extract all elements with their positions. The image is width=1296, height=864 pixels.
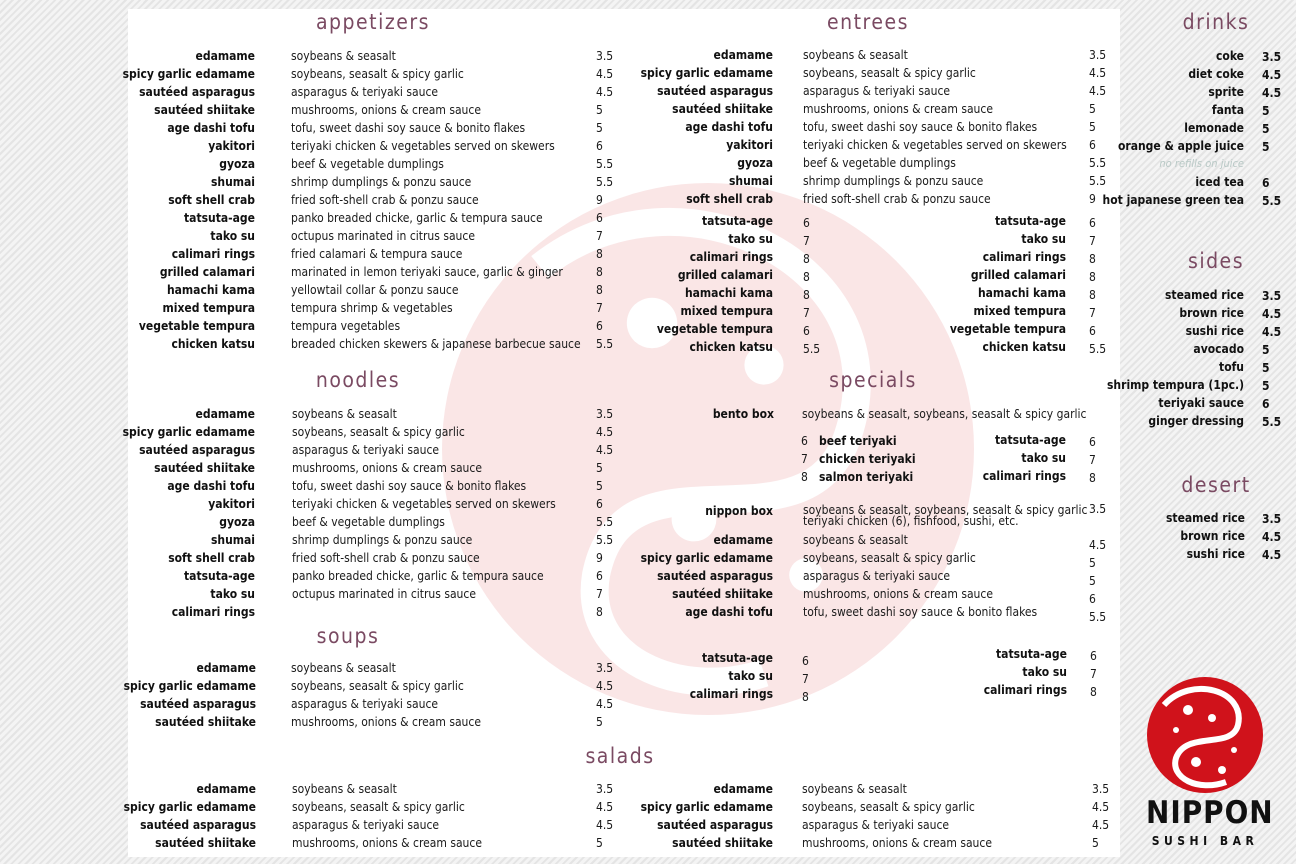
menu-item-price: 5	[1092, 836, 1099, 850]
menu-item-price: 5.5	[596, 515, 614, 529]
menu-item-price: 7	[803, 234, 810, 248]
menu-item-name: sautéed asparagus	[657, 569, 773, 583]
menu-item-description: shrimp dumplings & ponzu sauce	[292, 533, 473, 547]
menu-item-description: soybeans & seasalt	[802, 782, 907, 796]
menu-item-name: sautéed shiitake	[154, 103, 255, 117]
menu-item-price: 8	[802, 690, 809, 704]
menu-item-name: coke	[1216, 49, 1244, 63]
menu-item-price: 3.5	[1262, 289, 1282, 303]
menu-item-name: calimari rings	[689, 687, 773, 701]
menu-item-description: tofu, sweet dashi soy sauce & bonito flakes	[803, 605, 1038, 619]
menu-item-name: tako su	[728, 669, 773, 683]
menu-item-name: sushi rice	[1186, 547, 1245, 561]
menu-item-description: beef & vegetable dumplings	[292, 515, 445, 529]
menu-item-description: fried soft-shell crab & ponzu sauce	[291, 193, 479, 207]
menu-item-name: nippon box	[705, 504, 773, 518]
menu-item-name: soft shell crab	[168, 551, 255, 565]
menu-item-price: 3.5	[1089, 48, 1107, 62]
menu-item-name: calimari rings	[982, 469, 1066, 483]
menu-item-description: asparagus & teriyaki sauce	[291, 85, 439, 99]
menu-item-name: chicken katsu	[689, 340, 773, 354]
menu-item-price: 5	[596, 479, 603, 493]
menu-item-description: fried soft-shell crab & ponzu sauce	[292, 551, 480, 565]
menu-item-description: mushrooms, onions & cream sauce	[803, 587, 993, 601]
menu-item-name: sautéed asparagus	[140, 697, 256, 711]
menu-item-description: beef & vegetable dumplings	[803, 156, 956, 170]
menu-item-price: 3.5	[1262, 512, 1282, 526]
menu-item-name: chicken katsu	[982, 340, 1066, 354]
menu-item-name: hamachi kama	[684, 286, 773, 300]
koi-logo-icon	[1146, 670, 1264, 800]
menu-item-name: spicy garlic edamame	[122, 67, 255, 81]
menu-item-name: mixed tempura	[973, 304, 1066, 318]
menu-item-name: spicy garlic edamame	[123, 679, 256, 693]
menu-item-description: panko breaded chicke, garlic & tempura sauce	[292, 569, 544, 583]
menu-item-price: 6	[803, 216, 810, 230]
menu-item-price: 5	[1089, 574, 1096, 588]
menu-item-price: 8	[803, 270, 810, 284]
menu-item-name: brown rice	[1180, 529, 1245, 543]
menu-item-price: 5	[1089, 556, 1096, 570]
section-title-salads: salads	[585, 744, 655, 768]
menu-item-name: brown rice	[1179, 306, 1244, 320]
menu-item-price: 5.5	[803, 342, 821, 356]
menu-item-name: sautéed asparagus	[657, 84, 773, 98]
menu-item-name: edamame	[713, 533, 773, 547]
menu-item-description: tofu, sweet dashi soy sauce & bonito flakes	[291, 121, 526, 135]
menu-item-description: soybeans, seasalt & spicy garlic	[802, 800, 975, 814]
section-title-sides: sides	[1187, 249, 1245, 273]
menu-item-price: 5	[1262, 140, 1270, 154]
menu-item-name: bento box	[712, 407, 774, 421]
menu-item-name: tatsuta-age	[184, 211, 255, 225]
menu-item-price: 4.5	[596, 67, 614, 81]
menu-item-price: 5	[1089, 120, 1096, 134]
menu-item-price: 3.5	[596, 49, 614, 63]
menu-item-price: 5	[1089, 102, 1096, 116]
menu-item-price: 4.5	[1262, 530, 1282, 544]
menu-item-description: octupus marinated in citrus sauce	[291, 229, 475, 243]
menu-item-name: tatsuta-age	[995, 433, 1066, 447]
menu-item-price: 5	[596, 836, 603, 850]
section-title-entrees: entrees	[827, 10, 909, 34]
menu-item-price: 8	[1089, 288, 1096, 302]
menu-item-description: soybeans & seasalt	[803, 533, 908, 547]
menu-item-price: 9	[596, 193, 603, 207]
menu-item-description: asparagus & teriyaki sauce	[292, 443, 440, 457]
menu-item-description: asparagus & teriyaki sauce	[291, 697, 439, 711]
menu-item-price: 8	[596, 247, 603, 261]
menu-item-description: soybeans & seasalt	[803, 48, 908, 62]
menu-item-price: 3.5	[1089, 502, 1107, 516]
menu-item-name: diet coke	[1188, 67, 1244, 81]
menu-item-description: soybeans & seasalt	[292, 782, 397, 796]
menu-item-description: teriyaki chicken (6), fishfood, sushi, etc.	[803, 514, 1019, 528]
menu-item-price: 8	[803, 288, 810, 302]
menu-item-name: salmon teriyaki	[819, 470, 914, 484]
menu-item-name: spicy garlic edamame	[122, 425, 255, 439]
menu-item-name: age dashi tofu	[685, 605, 773, 619]
menu-item-price: 4.5	[596, 818, 614, 832]
menu-item-price: 6	[803, 324, 810, 338]
menu-item-price: 5	[596, 103, 603, 117]
menu-item-name: tofu	[1219, 360, 1244, 374]
menu-item-description: teriyaki chicken & vegetables served on skewers	[291, 139, 555, 153]
menu-item-name: shumai	[210, 533, 255, 547]
menu-item-name: edamame	[196, 782, 256, 796]
menu-item-name: chicken teriyaki	[819, 452, 916, 466]
menu-item-description: soybeans & seasalt	[292, 407, 397, 421]
menu-item-price: 6	[1089, 138, 1096, 152]
menu-item-price: 5.5	[1089, 342, 1107, 356]
menu-item-price: 3.5	[1262, 50, 1282, 64]
menu-item-price: 5	[1262, 104, 1270, 118]
menu-item-name: soft shell crab	[168, 193, 255, 207]
menu-item-price: 5	[596, 715, 603, 729]
menu-item-name: edamame	[713, 782, 773, 796]
menu-item-name: grilled calamari	[970, 268, 1066, 282]
menu-item-description: tempura shrimp & vegetables	[291, 301, 453, 315]
menu-item-name: sautéed asparagus	[139, 85, 255, 99]
menu-item-price: 5.5	[1089, 156, 1107, 170]
menu-item-description: mushrooms, onions & cream sauce	[292, 461, 482, 475]
menu-item-name: hamachi kama	[166, 283, 255, 297]
menu-item-price: 4.5	[596, 425, 614, 439]
menu-item-price: 4.5	[1089, 538, 1107, 552]
brand-name: NIPPON	[1146, 795, 1274, 831]
menu-item-price: 6	[1090, 649, 1097, 663]
menu-item-price: 8	[803, 252, 810, 266]
section-title-noodles: noodles	[315, 368, 401, 392]
menu-item-price: 6	[1089, 592, 1096, 606]
menu-item-price: 4.5	[596, 679, 614, 693]
menu-item-description: soybeans & seasalt	[291, 49, 396, 63]
menu-item-description: soybeans, seasalt & spicy garlic	[291, 679, 464, 693]
menu-item-price: 7	[803, 306, 810, 320]
menu-item-name: grilled calamari	[677, 268, 773, 282]
menu-item-name: tako su	[1021, 451, 1066, 465]
menu-item-price: 5	[596, 121, 603, 135]
menu-item-name: age dashi tofu	[685, 120, 773, 134]
menu-item-price: 7	[596, 229, 603, 243]
menu-item-price: 7	[1089, 234, 1096, 248]
menu-item-name: ginger dressing	[1148, 414, 1244, 428]
menu-item-price: 5	[1262, 361, 1270, 375]
menu-item-price: 3.5	[596, 661, 614, 675]
menu-item-name: edamame	[713, 48, 773, 62]
menu-item-name: tatsuta-age	[996, 647, 1067, 661]
menu-item-price: 3.5	[596, 782, 614, 796]
menu-item-name: tako su	[1021, 232, 1066, 246]
menu-item-name: hamachi kama	[977, 286, 1066, 300]
menu-item-name: orange & apple juice	[1117, 139, 1244, 153]
menu-item-price: 4.5	[1262, 325, 1282, 339]
menu-item-description: mushrooms, onions & cream sauce	[802, 836, 992, 850]
menu-item-name: steamed rice	[1165, 511, 1245, 525]
menu-item-price: 7	[1089, 306, 1096, 320]
menu-item-name: yakitori	[208, 139, 255, 153]
menu-item-description: soybeans, seasalt & spicy garlic	[292, 425, 465, 439]
menu-item-description: soybeans, seasalt & spicy garlic	[803, 66, 976, 80]
menu-item-description: tofu, sweet dashi soy sauce & bonito flakes	[292, 479, 527, 493]
menu-item-name: shumai	[728, 174, 773, 188]
menu-item-description: soybeans & seasalt, soybeans, seasalt & spicy garlic	[802, 407, 1087, 421]
menu-item-name: sautéed shiitake	[672, 587, 773, 601]
menu-item-name: gyoza	[219, 515, 255, 529]
menu-item-name: vegetable tempura	[138, 319, 255, 333]
menu-item-description: octupus marinated in citrus sauce	[292, 587, 476, 601]
menu-item-description: mushrooms, onions & cream sauce	[292, 836, 482, 850]
menu-item-price: 5	[1262, 343, 1270, 357]
menu-item-price: 5.5	[596, 337, 614, 351]
menu-item-price: 5.5	[1262, 194, 1282, 208]
menu-item-name: beef teriyaki	[819, 434, 897, 448]
menu-item-price: 7	[596, 587, 603, 601]
menu-item-name: shrimp tempura (1pc.)	[1107, 378, 1244, 392]
menu-item-price: 4.5	[1092, 818, 1110, 832]
menu-item-description: soybeans, seasalt & spicy garlic	[292, 800, 465, 814]
menu-item-description: mushrooms, onions & cream sauce	[803, 102, 993, 116]
menu-item-name: steamed rice	[1164, 288, 1244, 302]
menu-item-description: mushrooms, onions & cream sauce	[291, 715, 481, 729]
menu-item-description: teriyaki chicken & vegetables served on skewers	[803, 138, 1067, 152]
menu-item-description: breaded chicken skewers & japanese barbecue sauce	[291, 337, 581, 351]
menu-item-description: beef & vegetable dumplings	[291, 157, 444, 171]
menu-item-price: 7	[1090, 667, 1097, 681]
section-title-appetizers: appetizers	[315, 10, 430, 34]
menu-item-price: 9	[596, 551, 603, 565]
menu-item-name: iced tea	[1195, 175, 1244, 189]
menu-item-name: calimari rings	[689, 250, 773, 264]
menu-item-name: tako su	[728, 232, 773, 246]
section-title-desert: desert	[1181, 473, 1251, 497]
menu-item-name: vegetable tempura	[949, 322, 1066, 336]
menu-item-price: 8	[596, 265, 603, 279]
menu-item-name: calimari rings	[171, 605, 255, 619]
menu-item-price: 6	[801, 434, 808, 448]
menu-item-price: 8	[801, 470, 808, 484]
menu-item-price: 6	[596, 139, 603, 153]
menu-item-price: 6	[596, 211, 603, 225]
menu-item-description: tempura vegetables	[291, 319, 401, 333]
menu-item-price: 5	[1262, 122, 1270, 136]
menu-item-name: sautéed shiitake	[155, 715, 256, 729]
menu-item-description: fried soft-shell crab & ponzu sauce	[803, 192, 991, 206]
menu-item-name: grilled calamari	[159, 265, 255, 279]
menu-item-name: vegetable tempura	[656, 322, 773, 336]
menu-item-name: sautéed asparagus	[657, 818, 773, 832]
section-title-specials: specials	[829, 368, 917, 392]
menu-item-name: edamame	[195, 49, 255, 63]
menu-item-description: shrimp dumplings & ponzu sauce	[291, 175, 472, 189]
menu-item-price: 4.5	[1262, 86, 1282, 100]
menu-item-name: tatsuta-age	[702, 651, 773, 665]
menu-item-description: teriyaki chicken & vegetables served on skewers	[292, 497, 556, 511]
menu-item-description: soybeans, seasalt & spicy garlic	[803, 551, 976, 565]
menu-item-name: yakitori	[726, 138, 773, 152]
menu-item-price: 4.5	[596, 697, 614, 711]
menu-item-description: marinated in lemon teriyaki sauce, garlic & ginger	[291, 265, 563, 279]
menu-item-description: soybeans, seasalt & spicy garlic	[291, 67, 464, 81]
menu-item-price: 5.5	[596, 157, 614, 171]
menu-item-price: 4.5	[1262, 68, 1282, 82]
menu-item-price: 6	[596, 319, 603, 333]
menu-item-description: asparagus & teriyaki sauce	[803, 569, 951, 583]
menu-item-name: sushi rice	[1185, 324, 1244, 338]
menu-item-description: mushrooms, onions & cream sauce	[291, 103, 481, 117]
menu-item-name: sautéed shiitake	[155, 836, 256, 850]
menu-item-name: age dashi tofu	[167, 479, 255, 493]
menu-item-price: 6	[1089, 216, 1096, 230]
menu-item-price: 5.5	[596, 175, 614, 189]
menu-item-price: 4.5	[596, 85, 614, 99]
menu-item-price: 6	[1262, 397, 1270, 411]
menu-item-name: sautéed shiitake	[154, 461, 255, 475]
menu-item-name: spicy garlic edamame	[640, 551, 773, 565]
menu-item-price: 5.5	[1089, 610, 1107, 624]
section-title-soups: soups	[316, 624, 380, 648]
menu-item-description: asparagus & teriyaki sauce	[802, 818, 950, 832]
menu-item-name: sautéed asparagus	[139, 443, 255, 457]
menu-item-description: soybeans & seasalt, soybeans, seasalt & spicy garlic	[803, 503, 1088, 517]
menu-item-price: 5.5	[1089, 174, 1107, 188]
menu-item-name: calimari rings	[171, 247, 255, 261]
menu-item-name: hot japanese green tea	[1102, 193, 1244, 207]
menu-item-description: fried calamari & tempura sauce	[291, 247, 463, 261]
menu-item-name: gyoza	[737, 156, 773, 170]
menu-item-name: lemonade	[1184, 121, 1244, 135]
menu-item-name: tatsuta-age	[184, 569, 255, 583]
menu-item-name: gyoza	[219, 157, 255, 171]
menu-item-name: tatsuta-age	[995, 214, 1066, 228]
menu-item-description: asparagus & teriyaki sauce	[292, 818, 440, 832]
menu-item-name: age dashi tofu	[167, 121, 255, 135]
menu-item-price: 4.5	[1089, 84, 1107, 98]
menu-item-price: 7	[596, 301, 603, 315]
menu-item-price: 7	[801, 452, 808, 466]
menu-item-name: shumai	[210, 175, 255, 189]
menu-item-price: 5	[1262, 379, 1270, 393]
drinks-note: no refills on juice	[1159, 157, 1244, 170]
menu-item-name: sautéed asparagus	[140, 818, 256, 832]
menu-item-name: fanta	[1211, 103, 1244, 117]
menu-item-price: 4.5	[1092, 800, 1110, 814]
menu-item-name: mixed tempura	[162, 301, 255, 315]
menu-item-price: 5.5	[596, 533, 614, 547]
menu-item-name: calimari rings	[982, 250, 1066, 264]
menu-item-name: soft shell crab	[686, 192, 773, 206]
menu-item-name: edamame	[195, 407, 255, 421]
menu-item-price: 4.5	[1262, 307, 1282, 321]
menu-item-price: 4.5	[1089, 66, 1107, 80]
menu-item-price: 3.5	[596, 407, 614, 421]
menu-item-description: tofu, sweet dashi soy sauce & bonito flakes	[803, 120, 1038, 134]
menu-item-price: 7	[1089, 453, 1096, 467]
menu-item-price: 8	[596, 605, 603, 619]
menu-item-price: 8	[1090, 685, 1097, 699]
menu-item-name: edamame	[196, 661, 256, 675]
menu-item-price: 4.5	[596, 443, 614, 457]
menu-item-price: 4.5	[1262, 548, 1282, 562]
menu-item-price: 6	[802, 654, 809, 668]
menu-item-price: 8	[596, 283, 603, 297]
brand-subtitle: SUSHI BAR	[1151, 834, 1259, 848]
menu-item-name: sautéed shiitake	[672, 102, 773, 116]
menu-item-price: 5	[596, 461, 603, 475]
menu-item-description: panko breaded chicke, garlic & tempura sauce	[291, 211, 543, 225]
section-title-drinks: drinks	[1182, 10, 1250, 34]
menu-item-name: tako su	[210, 229, 255, 243]
menu-item-name: spicy garlic edamame	[123, 800, 256, 814]
menu-item-name: yakitori	[208, 497, 255, 511]
menu-item-name: sprite	[1208, 85, 1244, 99]
menu-item-name: tako su	[210, 587, 255, 601]
menu-item-description: shrimp dumplings & ponzu sauce	[803, 174, 984, 188]
menu-item-description: yellowtail collar & ponzu sauce	[291, 283, 459, 297]
menu-item-price: 6	[596, 569, 603, 583]
menu-item-price: 8	[1089, 471, 1096, 485]
menu-item-name: spicy garlic edamame	[640, 800, 773, 814]
menu-item-name: tatsuta-age	[702, 214, 773, 228]
menu-item-description: soybeans & seasalt	[291, 661, 396, 675]
menu-item-price: 9	[1089, 192, 1096, 206]
menu-item-name: avocado	[1193, 342, 1244, 356]
menu-item-price: 5.5	[1262, 415, 1282, 429]
menu-item-price: 4.5	[596, 800, 614, 814]
menu-item-price: 3.5	[1092, 782, 1110, 796]
menu-item-name: chicken katsu	[171, 337, 255, 351]
menu-item-name: spicy garlic edamame	[640, 66, 773, 80]
menu-item-name: mixed tempura	[680, 304, 773, 318]
menu-item-price: 6	[1262, 176, 1270, 190]
menu-item-name: tako su	[1022, 665, 1067, 679]
menu-item-name: calimari rings	[983, 683, 1067, 697]
menu-item-price: 6	[1089, 435, 1096, 449]
menu-item-description: asparagus & teriyaki sauce	[803, 84, 951, 98]
menu-item-name: teriyaki sauce	[1158, 396, 1244, 410]
menu-item-name: sautéed shiitake	[672, 836, 773, 850]
menu-item-price: 8	[1089, 270, 1096, 284]
menu-item-price: 7	[802, 672, 809, 686]
menu-item-price: 8	[1089, 252, 1096, 266]
menu-item-price: 6	[596, 497, 603, 511]
menu-item-price: 6	[1089, 324, 1096, 338]
